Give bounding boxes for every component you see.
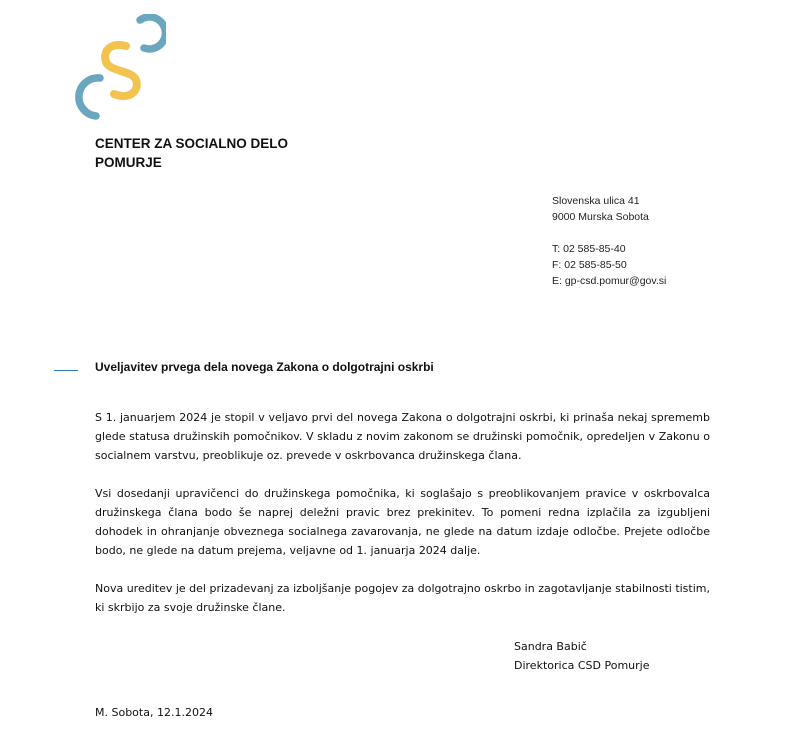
signature-name: Sandra Babič (514, 640, 587, 653)
csd-logo-icon (74, 14, 166, 122)
letter-body (95, 408, 710, 636)
place-date: M. Sobota, 12.1.2024 (95, 706, 213, 719)
body-paragraph: S 1. januarjem 2024 je stopil v veljavo prvi del novega Zakona o dolgotrajni oskrbi, ki prinaša nekaj sprememb glede statusa družinskih pomočnikov. V skladu z novim zakonom se družinski pomočnik, opredeljen v Zakonu o socialnem varstvu, preoblikuje oz. prevede v oskrbovanca družinskega člana. (95, 411, 710, 462)
contact-email: E: gp-csd.pomur@gov.si (552, 275, 667, 287)
contact-block (552, 193, 666, 289)
contact-city: 9000 Murska Sobota (552, 211, 649, 223)
contact-phone: T: 02 585-85-40 (552, 243, 626, 255)
letter-subject: Uveljavitev prvega dela novega Zakona o dolgotrajni oskrbi (95, 360, 434, 374)
org-name-line2: POMURJE (95, 155, 162, 170)
contact-fax: F: 02 585-85-50 (552, 259, 627, 271)
signature-title: Direktorica CSD Pomurje (514, 659, 650, 672)
subject-rule (54, 370, 78, 371)
body-paragraph: Vsi dosedanji upravičenci do družinskega pomočnika, ki soglašajo s preoblikovanjem pravice v oskrbovalca družinskega člana bodo še naprej deležni pravic brez prekinitev. To pomeni redna izplačila za izgubljeni dohodek in ohranjanje obveznega socialnega zavarovanja, ne glede na datum izdaje odločbe. Prejete odločbe bodo, ne glede na datum prejema, veljavne od 1. januarja 2024 dalje. (95, 487, 710, 557)
body-paragraph: Nova ureditev je del prizadevanj za izboljšanje pogojev za dolgotrajno oskrbo in zagotavljanje stabilnosti tistim, ki skrbijo za svoje družinske člane. (95, 582, 710, 614)
organization-name (95, 134, 288, 172)
org-name-line1: CENTER ZA SOCIALNO DELO (95, 136, 289, 151)
contact-street: Slovenska ulica 41 (552, 195, 640, 207)
signature-block (514, 637, 650, 675)
